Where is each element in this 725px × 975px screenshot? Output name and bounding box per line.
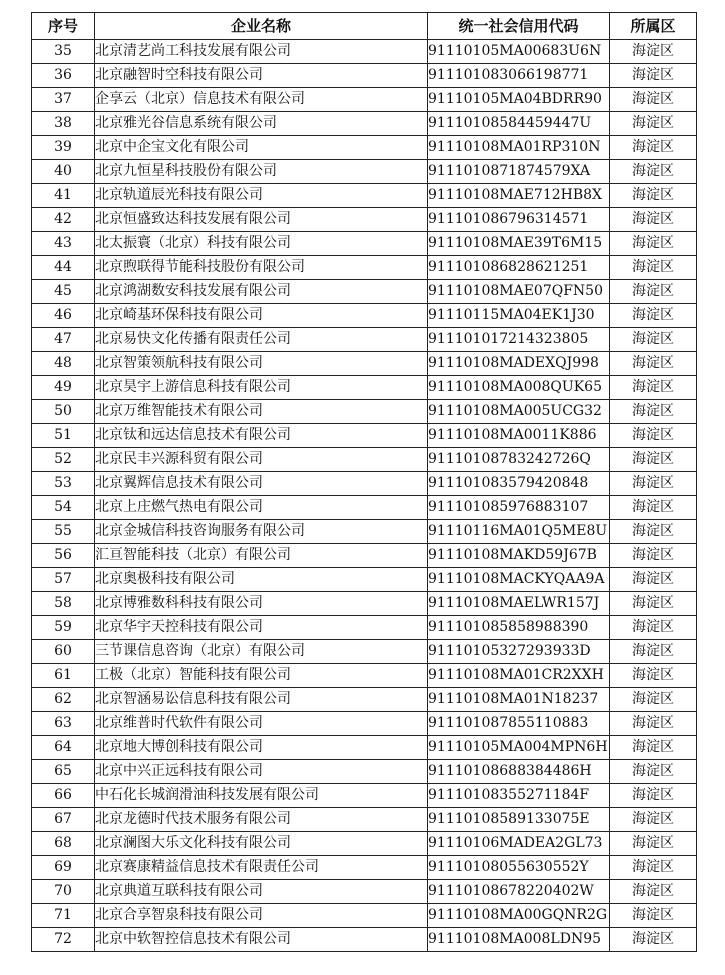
company-name: 汇亘智能科技（北京）有限公司 <box>95 544 428 568</box>
row-number: 56 <box>32 544 95 568</box>
row-number: 35 <box>32 40 95 64</box>
table-row <box>32 712 697 736</box>
company-name: 北京九恒星科技股份有限公司 <box>95 160 428 184</box>
credit-code: 91110108MA0011K886 <box>428 424 610 448</box>
row-number: 68 <box>32 832 95 856</box>
company-name: 北京融智时空科技有限公司 <box>95 64 428 88</box>
credit-code: 91110108MA00GQNR2G <box>428 904 610 928</box>
company-name: 北京奥极科技有限公司 <box>95 568 428 592</box>
credit-code: 91110105MA00683U6N <box>428 40 610 64</box>
district: 海淀区 <box>610 664 697 688</box>
header-code: 统一社会信用代码 <box>428 13 610 40</box>
row-number: 46 <box>32 304 95 328</box>
district: 海淀区 <box>610 448 697 472</box>
credit-code: 91110108584459447U <box>428 112 610 136</box>
company-name: 北京清艺尚工科技发展有限公司 <box>95 40 428 64</box>
table-row <box>32 904 697 928</box>
table-row <box>32 592 697 616</box>
credit-code: 911101086796314571 <box>428 208 610 232</box>
row-number: 52 <box>32 448 95 472</box>
company-name: 北京地大博创科技有限公司 <box>95 736 428 760</box>
row-number: 50 <box>32 400 95 424</box>
credit-code: 91110105327293933D <box>428 640 610 664</box>
row-number: 36 <box>32 64 95 88</box>
row-number: 57 <box>32 568 95 592</box>
district: 海淀区 <box>610 568 697 592</box>
district: 海淀区 <box>610 736 697 760</box>
table-row <box>32 616 697 640</box>
credit-code: 91110108MA01RP310N <box>428 136 610 160</box>
header-name: 企业名称 <box>95 13 428 40</box>
credit-code: 91110108589133075E <box>428 808 610 832</box>
district: 海淀区 <box>610 256 697 280</box>
table-row <box>32 808 697 832</box>
table-row <box>32 136 697 160</box>
district: 海淀区 <box>610 40 697 64</box>
row-number: 38 <box>32 112 95 136</box>
district: 海淀区 <box>610 928 697 952</box>
district: 海淀区 <box>610 376 697 400</box>
company-name: 北京中兴正远科技有限公司 <box>95 760 428 784</box>
table-row <box>32 352 697 376</box>
row-number: 48 <box>32 352 95 376</box>
credit-code: 91110105MA04BDRR90 <box>428 88 610 112</box>
row-number: 51 <box>32 424 95 448</box>
table-row <box>32 232 697 256</box>
row-number: 37 <box>32 88 95 112</box>
row-number: 44 <box>32 256 95 280</box>
table-row <box>32 928 697 952</box>
credit-code: 91110108MAE07QFN50 <box>428 280 610 304</box>
company-name: 中石化长城润滑油科技发展有限公司 <box>95 784 428 808</box>
credit-code: 91110108678220402W <box>428 880 610 904</box>
row-number: 54 <box>32 496 95 520</box>
credit-code: 911101085976883107 <box>428 496 610 520</box>
table-row <box>32 400 697 424</box>
district: 海淀区 <box>610 520 697 544</box>
credit-code: 91110108MAE712HB8X <box>428 184 610 208</box>
table-row <box>32 208 697 232</box>
row-number: 69 <box>32 856 95 880</box>
row-number: 53 <box>32 472 95 496</box>
table-row <box>32 520 697 544</box>
table-row <box>32 856 697 880</box>
credit-code: 9111010871874579XA <box>428 160 610 184</box>
company-name: 北京恒盛致达科技发展有限公司 <box>95 208 428 232</box>
credit-code: 91110108MAE39T6M15 <box>428 232 610 256</box>
credit-code: 911101083066198771 <box>428 64 610 88</box>
table-row <box>32 64 697 88</box>
table-row <box>32 304 697 328</box>
credit-code: 91110108MA005UCG32 <box>428 400 610 424</box>
credit-code: 91110115MA04EK1J30 <box>428 304 610 328</box>
row-number: 59 <box>32 616 95 640</box>
table-row <box>32 184 697 208</box>
enterprise-table <box>31 12 697 952</box>
table-row <box>32 256 697 280</box>
row-number: 49 <box>32 376 95 400</box>
company-name: 北京上庄燃气热电有限公司 <box>95 496 428 520</box>
company-name: 北京轨道辰光科技有限公司 <box>95 184 428 208</box>
table-row <box>32 280 697 304</box>
company-name: 北京翼辉信息技术有限公司 <box>95 472 428 496</box>
company-name: 北京万维智能技术有限公司 <box>95 400 428 424</box>
district: 海淀区 <box>610 184 697 208</box>
company-name: 北太振寰（北京）科技有限公司 <box>95 232 428 256</box>
table-row <box>32 640 697 664</box>
row-number: 66 <box>32 784 95 808</box>
credit-code: 91110108355271184F <box>428 784 610 808</box>
row-number: 55 <box>32 520 95 544</box>
company-name: 北京合享智泉科技有限公司 <box>95 904 428 928</box>
district: 海淀区 <box>610 856 697 880</box>
credit-code: 91110108688384486H <box>428 760 610 784</box>
district: 海淀区 <box>610 400 697 424</box>
row-number: 71 <box>32 904 95 928</box>
table-row <box>32 784 697 808</box>
district: 海淀区 <box>610 328 697 352</box>
credit-code: 91110108MA008QUK65 <box>428 376 610 400</box>
row-number: 62 <box>32 688 95 712</box>
credit-code: 91110116MA01Q5ME8U <box>428 520 610 544</box>
table-row <box>32 472 697 496</box>
row-number: 58 <box>32 592 95 616</box>
company-name: 北京中软智控信息技术有限公司 <box>95 928 428 952</box>
district: 海淀区 <box>610 592 697 616</box>
district: 海淀区 <box>610 424 697 448</box>
district: 海淀区 <box>610 904 697 928</box>
credit-code: 91110105MA004MPN6H <box>428 736 610 760</box>
header-row <box>32 13 697 40</box>
row-number: 63 <box>32 712 95 736</box>
table-row <box>32 328 697 352</box>
table-row <box>32 496 697 520</box>
company-name: 北京民丰兴源科贸有限公司 <box>95 448 428 472</box>
credit-code: 91110108MA01CR2XXH <box>428 664 610 688</box>
district: 海淀区 <box>610 808 697 832</box>
company-name: 北京崎基环保科技有限公司 <box>95 304 428 328</box>
company-name: 北京赛康精益信息技术有限责任公司 <box>95 856 428 880</box>
district: 海淀区 <box>610 544 697 568</box>
table-row <box>32 40 697 64</box>
company-name: 企享云（北京）信息技术有限公司 <box>95 88 428 112</box>
company-name: 北京智策领航科技有限公司 <box>95 352 428 376</box>
credit-code: 911101083579420848 <box>428 472 610 496</box>
table-row <box>32 448 697 472</box>
district: 海淀区 <box>610 616 697 640</box>
row-number: 60 <box>32 640 95 664</box>
row-number: 64 <box>32 736 95 760</box>
table-row <box>32 88 697 112</box>
row-number: 67 <box>32 808 95 832</box>
row-number: 39 <box>32 136 95 160</box>
credit-code: 91110108MAKD59J67B <box>428 544 610 568</box>
table-row <box>32 688 697 712</box>
company-name: 北京雅光谷信息系统有限公司 <box>95 112 428 136</box>
credit-code: 91110108MADEXQJ998 <box>428 352 610 376</box>
credit-code: 911101085858988390 <box>428 616 610 640</box>
district: 海淀区 <box>610 232 697 256</box>
table-row <box>32 832 697 856</box>
company-name: 北京易快文化传播有限责任公司 <box>95 328 428 352</box>
company-name: 北京典道互联科技有限公司 <box>95 880 428 904</box>
table-row <box>32 760 697 784</box>
row-number: 45 <box>32 280 95 304</box>
credit-code: 91110106MADEA2GL73 <box>428 832 610 856</box>
company-name: 北京鸿湖数安科技发展有限公司 <box>95 280 428 304</box>
district: 海淀区 <box>610 64 697 88</box>
company-name: 三节课信息咨询（北京）有限公司 <box>95 640 428 664</box>
company-name: 北京中企宝文化有限公司 <box>95 136 428 160</box>
district: 海淀区 <box>610 640 697 664</box>
table-row <box>32 376 697 400</box>
company-name: 北京澜图大乐文化科技有限公司 <box>95 832 428 856</box>
credit-code: 911101086828621251 <box>428 256 610 280</box>
table-row <box>32 880 697 904</box>
company-name: 工极（北京）智能科技有限公司 <box>95 664 428 688</box>
row-number: 65 <box>32 760 95 784</box>
table-header <box>32 13 697 40</box>
table-row <box>32 424 697 448</box>
district: 海淀区 <box>610 496 697 520</box>
district: 海淀区 <box>610 760 697 784</box>
district: 海淀区 <box>610 688 697 712</box>
table-row <box>32 112 697 136</box>
credit-code: 91110108055630552Y <box>428 856 610 880</box>
company-name: 北京龙德时代技术服务有限公司 <box>95 808 428 832</box>
company-name: 北京钛和远达信息技术有限公司 <box>95 424 428 448</box>
table-row <box>32 664 697 688</box>
district: 海淀区 <box>610 832 697 856</box>
credit-code: 91110108MA01N18237 <box>428 688 610 712</box>
district: 海淀区 <box>610 136 697 160</box>
district: 海淀区 <box>610 88 697 112</box>
company-name: 北京煦联得节能科技股份有限公司 <box>95 256 428 280</box>
credit-code: 91110108783242726Q <box>428 448 610 472</box>
table-row <box>32 544 697 568</box>
row-number: 43 <box>32 232 95 256</box>
company-name: 北京华宇天控科技有限公司 <box>95 616 428 640</box>
credit-code: 911101017214323805 <box>428 328 610 352</box>
row-number: 72 <box>32 928 95 952</box>
company-name: 北京智涵易讼信息科技有限公司 <box>95 688 428 712</box>
row-number: 40 <box>32 160 95 184</box>
company-name: 北京博雅数科科技有限公司 <box>95 592 428 616</box>
row-number: 61 <box>32 664 95 688</box>
district: 海淀区 <box>610 160 697 184</box>
district: 海淀区 <box>610 112 697 136</box>
credit-code: 91110108MAELWR157J <box>428 592 610 616</box>
table-body <box>32 40 697 952</box>
district: 海淀区 <box>610 208 697 232</box>
company-name: 北京金城信科技咨询服务有限公司 <box>95 520 428 544</box>
header-district: 所属区 <box>610 13 697 40</box>
district: 海淀区 <box>610 304 697 328</box>
table-row <box>32 736 697 760</box>
district: 海淀区 <box>610 880 697 904</box>
company-name: 北京昊宇上游信息科技有限公司 <box>95 376 428 400</box>
company-name: 北京维普时代软件有限公司 <box>95 712 428 736</box>
district: 海淀区 <box>610 352 697 376</box>
row-number: 42 <box>32 208 95 232</box>
row-number: 70 <box>32 880 95 904</box>
header-no: 序号 <box>32 13 95 40</box>
district: 海淀区 <box>610 784 697 808</box>
row-number: 47 <box>32 328 95 352</box>
row-number: 41 <box>32 184 95 208</box>
credit-code: 911101087855110883 <box>428 712 610 736</box>
district: 海淀区 <box>610 712 697 736</box>
district: 海淀区 <box>610 280 697 304</box>
table-row <box>32 568 697 592</box>
district: 海淀区 <box>610 472 697 496</box>
table-row <box>32 160 697 184</box>
credit-code: 91110108MA008LDN95 <box>428 928 610 952</box>
credit-code: 91110108MACKYQAA9A <box>428 568 610 592</box>
